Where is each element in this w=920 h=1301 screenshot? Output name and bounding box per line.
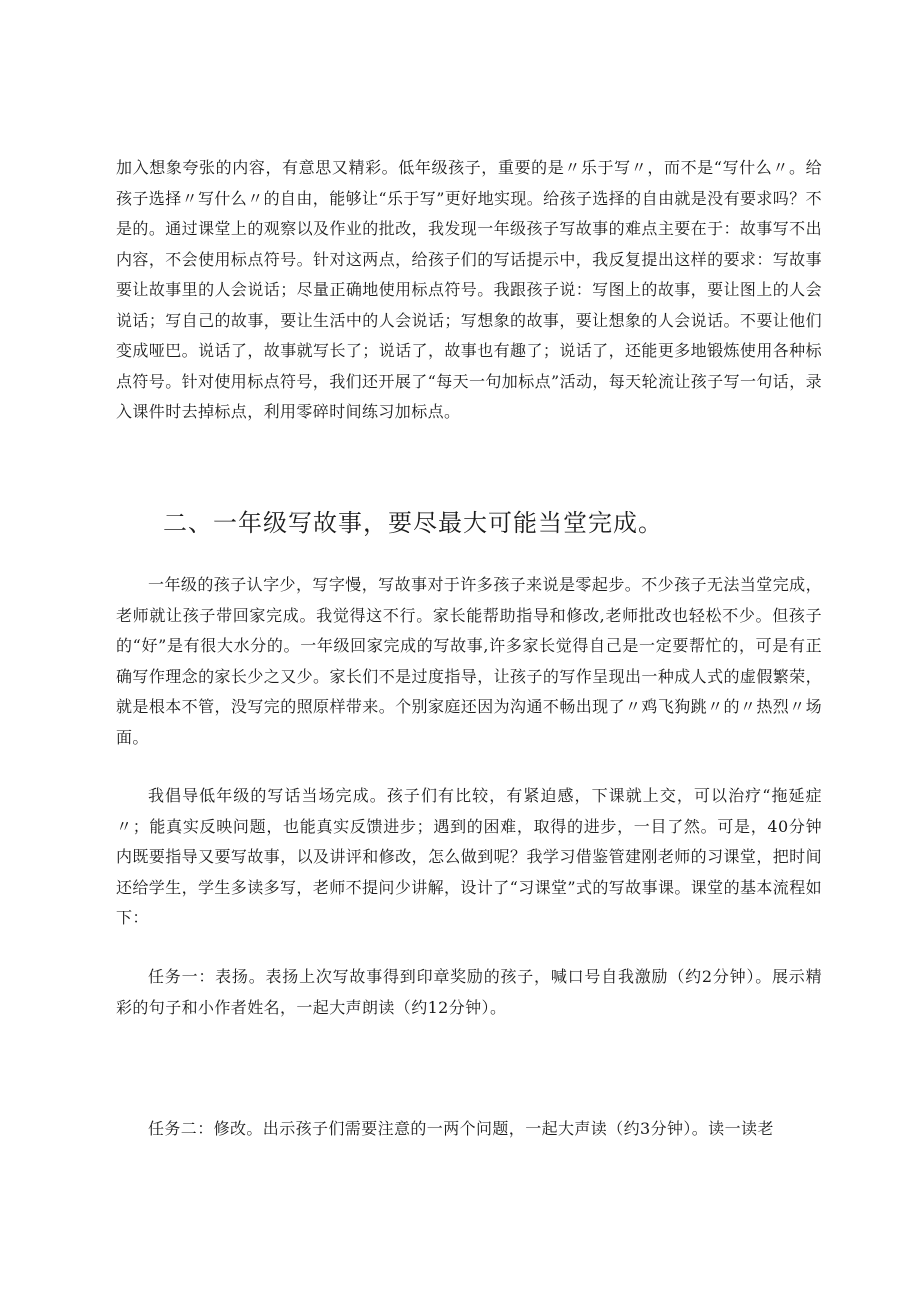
paragraph-task-two: 任务二：修改。出示孩子们需要注意的一两个问题，一起大声读（约3分钟）。读一读老	[148, 1119, 774, 1138]
paragraph-classroom: 我倡导低年级的写话当场完成。孩子们有比较，有紧迫感，下课就上交，可以治疗“拖延症〃；能真实反映问题，也能真实反馈进步；遇到的困难，取得的进步，一目了然。可是，40分钟内既要指导又要写故事，以及讲评和修改，怎么做到呢？我学习借鉴管建刚老师的习课堂，把时间还给学生，学生多读多写，老师不提问少讲解，设计了“习课堂”式的写故事课。课堂的基本流程如下：	[116, 786, 822, 927]
section-heading: 二、一年级写故事，要尽最大可能当堂完成。	[163, 509, 663, 537]
paragraph-homework: 一年级的孩子认字少，写字慢，写故事对于许多孩子来说是零起步。不少孩子无法当堂完成，老师就让孩子带回家完成。我觉得这不行。家长能帮助指导和修改,老师批改也轻松不少。但孩子的“好”是有很大水分的。一年级回家完成的写故事,许多家长觉得自己是一定要帮忙的，可是有正确写作理念的家长少之又少。家长们不是过度指导，让孩子的写作呈现出一种成人式的虚假繁荣，就是根本不管，没写完的照原样带来。个别家庭还因为沟通不畅出现了〃鸡飞狗跳〃的〃热烈〃场面。	[116, 575, 822, 747]
paragraph-imagination: 加入想象夸张的内容，有意思又精彩。低年级孩子，重要的是〃乐于写〃，而不是“写什么〃。给孩子选择〃写什么〃的自由，能够让“乐于写”更好地实现。给孩子选择的自由就是没有要求吗？不是的。通过课堂上的观察以及作业的批改，我发现一年级孩子写故事的难点主要在于：故事写不出内容，不会使用标点符号。针对这两点，给孩子们的写话提示中，我反复提出这样的要求：写故事要让故事里的人会说话；尽量正确地使用标点符号。我跟孩子说：写图上的故事，要让图上的人会说话；写自己的故事，要让生活中的人会说话；写想象的故事，要让想象的人会说话。不要让他们变成哑巴。说话了，故事就写长了；说话了，故事也有趣了；说话了，还能更多地锻炼使用各种标点符号。针对使用标点符号，我们还开展了“每天一句加标点”活动，每天轮流让孩子写一句话，录入课件时去掉标点，利用零碎时间练习加标点。	[116, 158, 822, 421]
paragraph-task-one: 任务一：表扬。表扬上次写故事得到印章奖励的孩子，喊口号自我激励（约2分钟）。展示精彩的句子和小作者姓名，一起大声朗读（约12分钟）。	[116, 967, 822, 1017]
